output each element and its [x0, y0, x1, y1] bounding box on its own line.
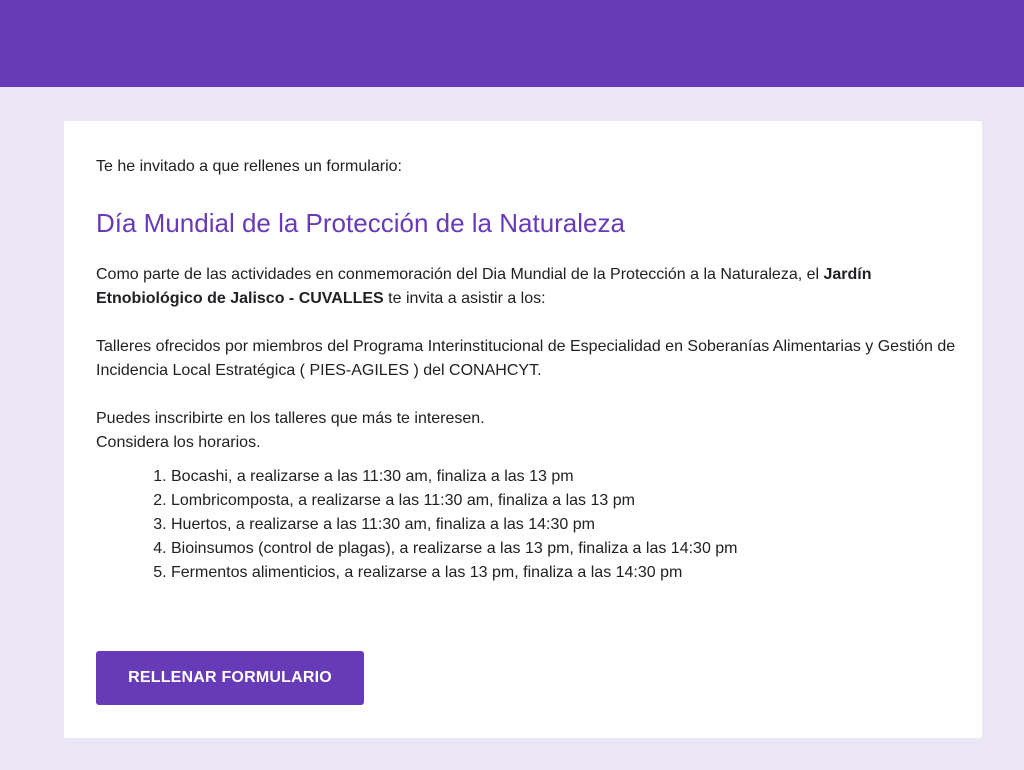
invite-intro: Te he invitado a que rellenes un formulario: — [96, 158, 402, 175]
fill-form-button[interactable]: RELLENAR FORMULARIO — [96, 651, 364, 705]
organizer-name: Jardín Etnobiológico de Jalisco - CUVALLES — [96, 266, 872, 307]
list-item: 5. Fermentos alimenticios, a realizarse a las 13 pm, finaliza a las 14:30 pm — [171, 561, 956, 585]
description-paragraph-1 — [96, 263, 956, 311]
description-line-schedule: Considera los horarios. — [96, 434, 261, 451]
form-description — [96, 263, 956, 585]
list-item: 1. Bocashi, a realizarse a las 11:30 am, finaliza a las 13 pm — [171, 465, 956, 489]
invitation-card — [64, 121, 982, 738]
header-banner — [0, 0, 1024, 87]
description-text: Como parte de las actividades en conmemoración del Dia Mundial de la Protección a la Naturaleza, el — [96, 266, 824, 283]
description-paragraph-2: Talleres ofrecidos por miembros del Programa Interinstitucional de Especialidad en Soberanías Alimentarias y Gestión de Incidencia Local Estratégica ( PIES-AGILES ) del CONAHCYT. — [96, 338, 956, 379]
workshop-schedule-list — [96, 465, 956, 585]
form-title: Día Mundial de la Protección de la Naturaleza — [96, 208, 625, 238]
description-text-end: te invita a asistir a los: — [383, 290, 546, 307]
list-item: 4. Bioinsumos (control de plagas), a realizarse a las 13 pm, finaliza a las 14:30 pm — [171, 537, 956, 561]
description-line-signup: Puedes inscribirte en los talleres que más te interesen. — [96, 410, 485, 427]
list-item: 2. Lombricomposta, a realizarse a las 11:30 am, finaliza a las 13 pm — [171, 489, 956, 513]
list-item: 3. Huertos, a realizarse a las 11:30 am, finaliza a las 14:30 pm — [171, 513, 956, 537]
